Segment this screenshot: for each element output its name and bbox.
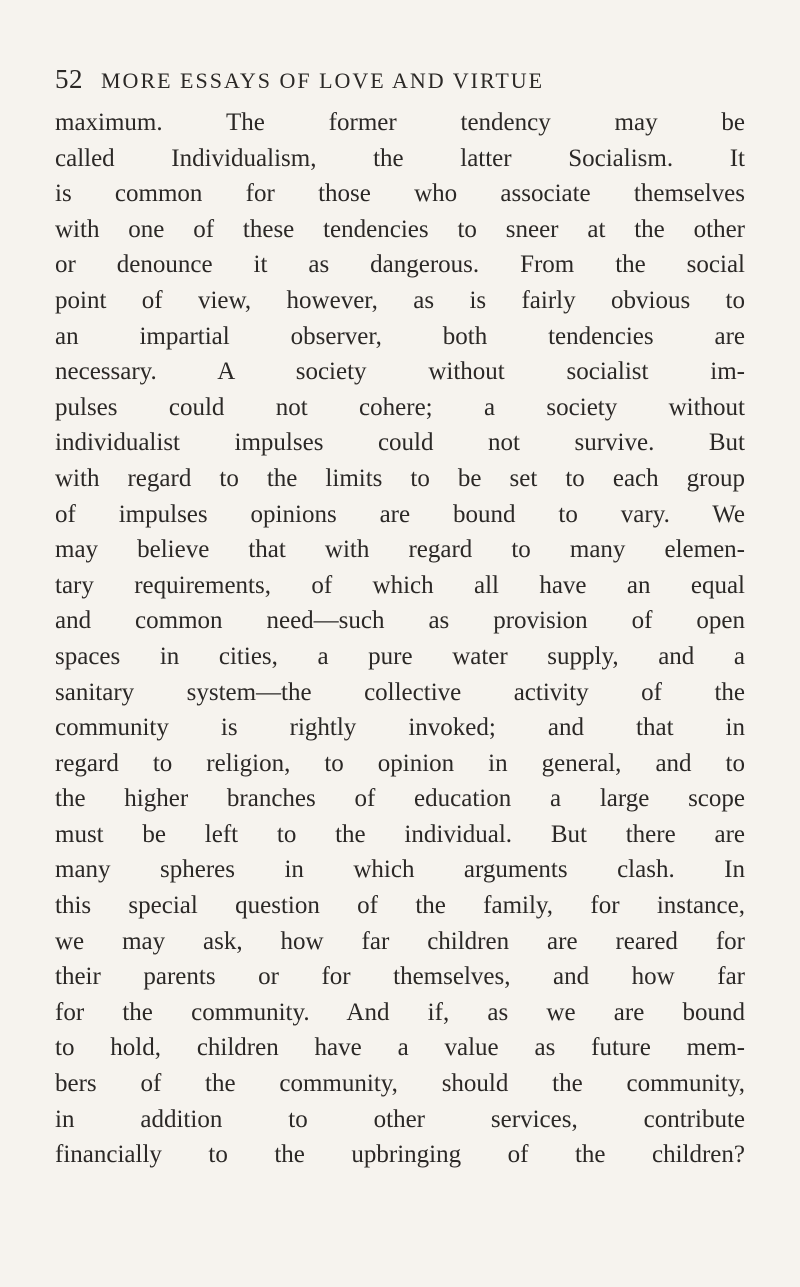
page-header (55, 64, 755, 100)
running-head: MORE ESSAYS OF LOVE AND VIRTUE (101, 68, 545, 93)
text-line: for the community. And if, as we are bound (55, 998, 745, 1026)
text-line: called Individualism, the latter Socialism. It (55, 144, 745, 172)
text-line: financially to the upbringing of the children? (55, 1141, 745, 1169)
text-line: this special question of the family, for instance, (55, 892, 745, 920)
text-line: tary requirements, of which all have an equal (55, 571, 745, 599)
text-line: many spheres in which arguments clash. In (55, 856, 745, 884)
text-line: and common need—such as provision of open (55, 607, 745, 635)
text-line: bers of the community, should the community, (55, 1070, 745, 1098)
text-line: regard to religion, to opinion in general, and to (55, 749, 745, 777)
text-line: an impartial observer, both tendencies are (55, 322, 745, 350)
text-line: of impulses opinions are bound to vary. We (55, 500, 745, 528)
text-line: with regard to the limits to be set to each group (55, 464, 745, 492)
body-text (55, 105, 745, 1173)
text-line: to hold, children have a value as future mem- (55, 1034, 745, 1062)
text-line: with one of these tendencies to sneer at the other (55, 215, 745, 243)
text-line: community is rightly invoked; and that in (55, 714, 745, 742)
page-number: 52 (55, 64, 83, 94)
text-line: spaces in cities, a pure water supply, and a (55, 642, 745, 670)
text-line: may believe that with regard to many elemen- (55, 536, 745, 564)
text-line: necessary. A society without socialist im- (55, 358, 745, 386)
text-line: in addition to other services, contribute (55, 1105, 745, 1133)
text-line: maximum. The former tendency may be (55, 109, 745, 136)
text-line: must be left to the individual. But there are (55, 820, 745, 848)
text-line: individualist impulses could not survive. But (55, 429, 745, 457)
text-line: or denounce it as dangerous. From the social (55, 251, 745, 279)
text-line: pulses could not cohere; a society without (55, 393, 745, 421)
text-line: point of view, however, as is fairly obvious to (55, 286, 745, 314)
text-line: sanitary system—the collective activity of the (55, 678, 745, 706)
text-line: their parents or for themselves, and how far (55, 963, 745, 991)
text-line: is common for those who associate themselves (55, 180, 745, 208)
text-line: we may ask, how far children are reared for (55, 927, 745, 955)
text-line: the higher branches of education a large scope (55, 785, 745, 813)
